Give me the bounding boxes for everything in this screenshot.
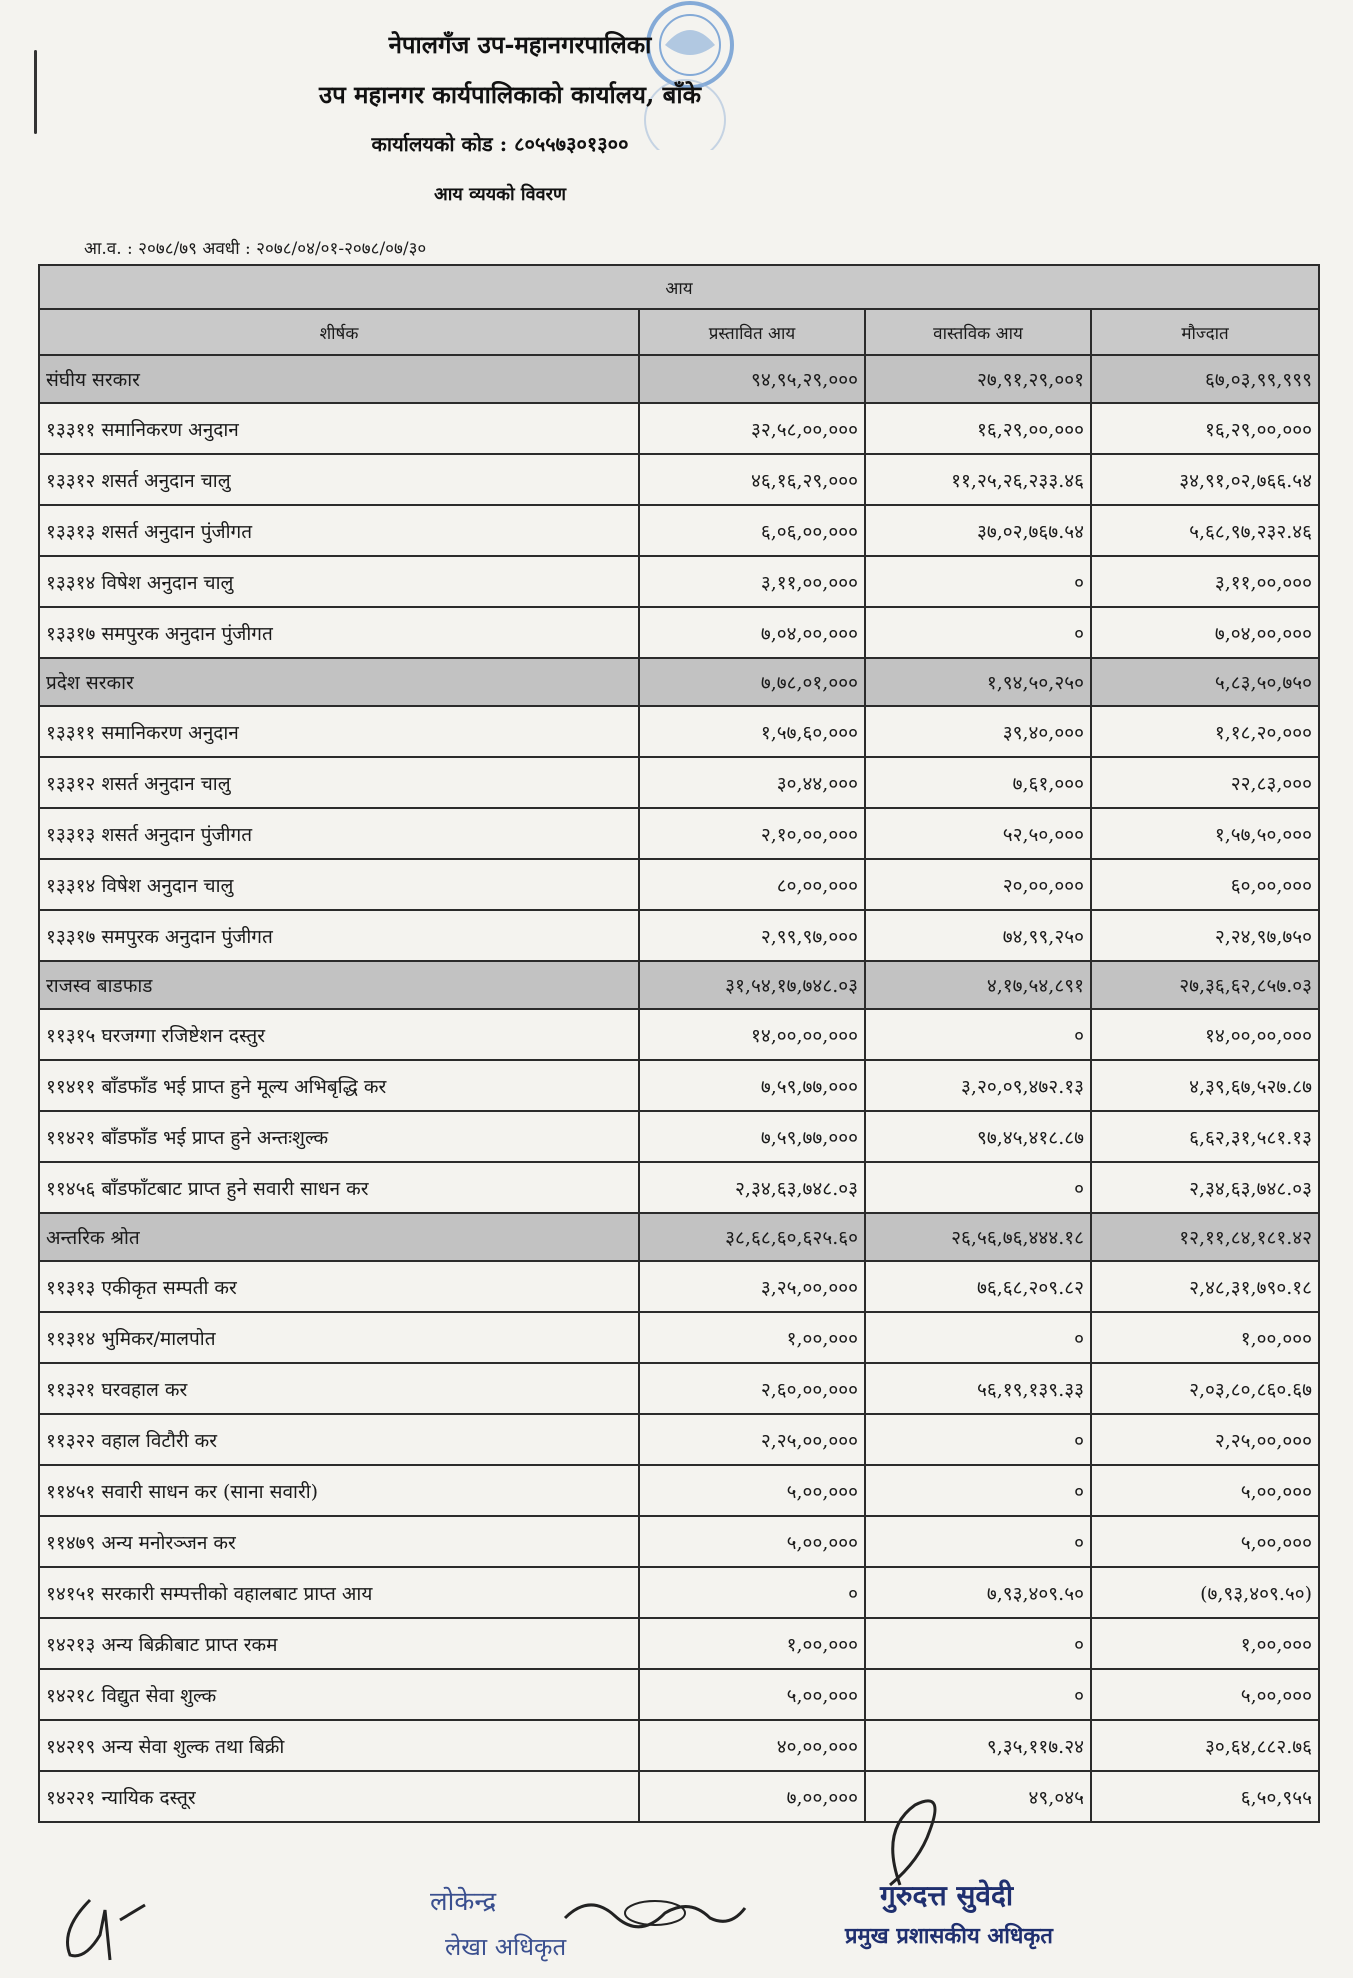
cell-title: १४२१३ अन्य बिक्रीबाट प्राप्त रकम	[39, 1618, 639, 1669]
office-code: कार्यालयको कोड : ८०५५७३०१३००	[371, 132, 629, 156]
table-caption: आय	[39, 265, 1319, 309]
cell-actual: १,९४,५०,२५०	[865, 658, 1091, 706]
cell-balance: ३४,९१,०२,७६६.५४	[1091, 454, 1319, 505]
cell-actual: ३,२०,०९,४७२.१३	[865, 1060, 1091, 1111]
cell-balance: २,२५,००,०००	[1091, 1414, 1319, 1465]
cell-title: ११४२१ बाँडफाँड भई प्राप्त हुने अन्तःशुल्क	[39, 1111, 639, 1162]
cell-actual: ०	[865, 1465, 1091, 1516]
cell-actual: ०	[865, 1618, 1091, 1669]
cell-proposed: ३,११,००,०००	[639, 556, 865, 607]
table-row	[39, 1669, 1319, 1720]
cell-proposed: ५,००,०००	[639, 1516, 865, 1567]
table-row	[39, 808, 1319, 859]
cell-title: ११३१३ एकीकृत सम्पती कर	[39, 1261, 639, 1312]
cell-actual: ०	[865, 1009, 1091, 1060]
cell-actual: ०	[865, 1312, 1091, 1363]
cell-actual: ५६,१९,१३९.३३	[865, 1363, 1091, 1414]
table-row	[39, 859, 1319, 910]
chief-officer-name: गुरुदत्त सुवेदी	[880, 1879, 1014, 1912]
cell-balance: २,०३,८०,८६०.६७	[1091, 1363, 1319, 1414]
table-row	[39, 1009, 1319, 1060]
table-row	[39, 910, 1319, 961]
cell-balance: १६,२९,००,०००	[1091, 403, 1319, 454]
table-row	[39, 706, 1319, 757]
table-row	[39, 556, 1319, 607]
cell-proposed: ६,०६,००,०००	[639, 505, 865, 556]
cell-balance: २७,३६,६२,८५७.०३	[1091, 961, 1319, 1009]
cell-title: १३३१२ शसर्त अनुदान चालु	[39, 454, 639, 505]
cell-proposed: ०	[639, 1567, 865, 1618]
accounts-officer-title: लेखा अधिकृत	[445, 1933, 567, 1961]
cell-actual: ०	[865, 1414, 1091, 1465]
cell-actual: ७,९३,४०९.५०	[865, 1567, 1091, 1618]
cell-proposed: १,००,०००	[639, 1618, 865, 1669]
cell-balance: ५,६८,९७,२३२.४६	[1091, 505, 1319, 556]
cell-actual: ३९,४०,०००	[865, 706, 1091, 757]
table-row	[39, 1516, 1319, 1567]
cell-actual: ०	[865, 556, 1091, 607]
cell-actual: २७,९१,२९,००१	[865, 355, 1091, 403]
cell-title: संघीय सरकार	[39, 355, 639, 403]
cell-balance: ७,०४,००,०००	[1091, 607, 1319, 658]
cell-proposed: ३०,४४,०००	[639, 757, 865, 808]
cell-title: ११३२१ घरवहाल कर	[39, 1363, 639, 1414]
cell-proposed: ४६,१६,२९,०००	[639, 454, 865, 505]
cell-actual: ४९,०४५	[865, 1771, 1091, 1822]
cell-balance: ५,८३,५०,७५०	[1091, 658, 1319, 706]
cell-proposed: ७,५९,७७,०००	[639, 1111, 865, 1162]
cell-title: ११४५१ सवारी साधन कर (साना सवारी)	[39, 1465, 639, 1516]
group-row	[39, 355, 1319, 403]
accounts-officer-signature-icon	[560, 1888, 750, 1938]
cell-proposed: २,२५,००,०००	[639, 1414, 865, 1465]
cell-title: ११३१४ भुमिकर/मालपोत	[39, 1312, 639, 1363]
table-row	[39, 1567, 1319, 1618]
cell-proposed: १,५७,६०,०००	[639, 706, 865, 757]
cell-title: १४२१८ विद्युत सेवा शुल्क	[39, 1669, 639, 1720]
group-row	[39, 658, 1319, 706]
cell-actual: ४,१७,५४,८९१	[865, 961, 1091, 1009]
cell-balance: ६,६२,३१,५८१.१३	[1091, 1111, 1319, 1162]
accounts-officer-name: लोकेन्द्र	[430, 1887, 497, 1917]
cell-title: राजस्व बाडफाड	[39, 961, 639, 1009]
cell-balance: ५,००,०००	[1091, 1516, 1319, 1567]
cell-title: १३३१७ समपुरक अनुदान पुंजीगत	[39, 910, 639, 961]
cell-title: अन्तरिक श्रोत	[39, 1213, 639, 1261]
cell-title: १३३१२ शसर्त अनुदान चालु	[39, 757, 639, 808]
table-row	[39, 1465, 1319, 1516]
cell-actual: ७,६१,०००	[865, 757, 1091, 808]
column-header-balance: मौज्दात	[1091, 309, 1319, 355]
cell-balance: ५,००,०००	[1091, 1669, 1319, 1720]
income-table	[38, 264, 1320, 1823]
table-row	[39, 454, 1319, 505]
document-title: आय व्ययको विवरण	[434, 184, 566, 205]
cell-title: १३३११ समानिकरण अनुदान	[39, 706, 639, 757]
cell-balance: ३,११,००,०००	[1091, 556, 1319, 607]
cell-title: १३३११ समानिकरण अनुदान	[39, 403, 639, 454]
cell-title: १४२२१ न्यायिक दस्तूर	[39, 1771, 639, 1822]
cell-actual: २६,५६,७६,४४४.१८	[865, 1213, 1091, 1261]
cell-title: ११४११ बाँडफाँड भई प्राप्त हुने मूल्य अभिबृद्धि कर	[39, 1060, 639, 1111]
cell-balance: (७,९३,४०९.५०)	[1091, 1567, 1319, 1618]
cell-actual: ७६,६८,२०९.८२	[865, 1261, 1091, 1312]
cell-balance: १२,११,८४,१८१.४२	[1091, 1213, 1319, 1261]
cell-actual: ११,२५,२६,२३३.४६	[865, 454, 1091, 505]
fiscal-period: आ.व. : २०७८/७९ अवधी : २०७८/०४/०१-२०७८/०७/३०	[84, 239, 427, 259]
table-row	[39, 1363, 1319, 1414]
cell-balance: ६,५०,९५५	[1091, 1771, 1319, 1822]
cell-proposed: ७,००,०००	[639, 1771, 865, 1822]
cell-proposed: ३,२५,००,०००	[639, 1261, 865, 1312]
table-row	[39, 757, 1319, 808]
cell-balance: १,५७,५०,०००	[1091, 808, 1319, 859]
table-row	[39, 1414, 1319, 1465]
initials-signature-icon	[50, 1890, 160, 1970]
column-header-proposed: प्रस्तावित आय	[639, 309, 865, 355]
cell-balance: २२,८३,०००	[1091, 757, 1319, 808]
cell-balance: २,४८,३१,७९०.१८	[1091, 1261, 1319, 1312]
cell-actual: ७४,९९,२५०	[865, 910, 1091, 961]
cell-balance: ६०,००,०००	[1091, 859, 1319, 910]
cell-title: १४१५१ सरकारी सम्पत्तीको वहालबाट प्राप्त आय	[39, 1567, 639, 1618]
cell-balance: २,२४,९७,७५०	[1091, 910, 1319, 961]
table-row	[39, 1162, 1319, 1213]
cell-proposed: ४०,००,०००	[639, 1720, 865, 1771]
cell-proposed: २,१०,००,०००	[639, 808, 865, 859]
cell-balance: २,३४,६३,७४८.०३	[1091, 1162, 1319, 1213]
cell-balance: ४,३९,६७,५२७.८७	[1091, 1060, 1319, 1111]
table-row	[39, 1111, 1319, 1162]
cell-balance: १,१८,२०,०००	[1091, 706, 1319, 757]
cell-proposed: ३१,५४,१७,७४८.०३	[639, 961, 865, 1009]
chief-officer-signature-icon	[860, 1790, 1000, 1890]
cell-actual: ३७,०२,७६७.५४	[865, 505, 1091, 556]
cell-title: १४२१९ अन्य सेवा शुल्क तथा बिक्री	[39, 1720, 639, 1771]
cell-actual: १६,२९,००,०००	[865, 403, 1091, 454]
cell-actual: ५२,५०,०००	[865, 808, 1091, 859]
table-row	[39, 1312, 1319, 1363]
table-row	[39, 1720, 1319, 1771]
cell-balance: ५,००,०००	[1091, 1465, 1319, 1516]
table-row	[39, 607, 1319, 658]
cell-title: ११३१५ घरजग्गा रजिष्टेशन दस्तुर	[39, 1009, 639, 1060]
cell-title: ११४७९ अन्य मनोरञ्जन कर	[39, 1516, 639, 1567]
cell-actual: २०,००,०००	[865, 859, 1091, 910]
cell-actual: ०	[865, 1162, 1091, 1213]
chief-officer-title: प्रमुख प्रशासकीय अधिकृत	[845, 1923, 1053, 1949]
cell-title: १३३१७ समपुरक अनुदान पुंजीगत	[39, 607, 639, 658]
cell-title: १३३१३ शसर्त अनुदान पुंजीगत	[39, 808, 639, 859]
cell-actual: ९,३५,११७.२४	[865, 1720, 1091, 1771]
cell-balance: १४,००,००,०००	[1091, 1009, 1319, 1060]
table-body	[39, 355, 1319, 1822]
cell-balance: ३०,६४,८८२.७६	[1091, 1720, 1319, 1771]
cell-proposed: ७,७८,०१,०००	[639, 658, 865, 706]
cell-proposed: २,९९,९७,०००	[639, 910, 865, 961]
cell-title: प्रदेश सरकार	[39, 658, 639, 706]
column-header-title: शीर्षक	[39, 309, 639, 355]
table-row	[39, 1261, 1319, 1312]
cell-proposed: ३८,६८,६०,६२५.६०	[639, 1213, 865, 1261]
cell-proposed: ७,५९,७७,०००	[639, 1060, 865, 1111]
cell-proposed: २,३४,६३,७४८.०३	[639, 1162, 865, 1213]
group-row	[39, 1213, 1319, 1261]
table-row	[39, 1618, 1319, 1669]
municipality-name: नेपालगँज उप-महानगरपालिका	[388, 30, 652, 59]
table-row	[39, 1771, 1319, 1822]
cell-actual: ०	[865, 607, 1091, 658]
cell-proposed: २,६०,००,०००	[639, 1363, 865, 1414]
cell-balance: ६७,०३,९९,९९९	[1091, 355, 1319, 403]
cell-balance: १,००,०००	[1091, 1618, 1319, 1669]
table-row	[39, 403, 1319, 454]
table-row	[39, 1060, 1319, 1111]
cell-title: १३३१४ विषेश अनुदान चालु	[39, 556, 639, 607]
cell-title: १३३१३ शसर्त अनुदान पुंजीगत	[39, 505, 639, 556]
municipality-seal-icon	[620, 0, 760, 150]
cell-actual: ०	[865, 1516, 1091, 1567]
cell-title: ११३२२ वहाल विटौरी कर	[39, 1414, 639, 1465]
cell-proposed: ५,००,०००	[639, 1669, 865, 1720]
cell-actual: ०	[865, 1669, 1091, 1720]
group-row	[39, 961, 1319, 1009]
cell-proposed: ५,००,०००	[639, 1465, 865, 1516]
cell-proposed: ७,०४,००,०००	[639, 607, 865, 658]
table-row	[39, 505, 1319, 556]
cell-title: ११४५६ बाँडफाँटबाट प्राप्त हुने सवारी साधन कर	[39, 1162, 639, 1213]
column-header-actual: वास्तविक आय	[865, 309, 1091, 355]
cell-balance: १,००,०००	[1091, 1312, 1319, 1363]
cell-proposed: १,००,०००	[639, 1312, 865, 1363]
cell-proposed: ९४,९५,२९,०००	[639, 355, 865, 403]
office-name: उप महानगर कार्यपालिकाको कार्यालय, बाँके	[318, 80, 702, 109]
cell-proposed: १४,००,००,०००	[639, 1009, 865, 1060]
cell-proposed: ८०,००,०००	[639, 859, 865, 910]
cell-proposed: ३२,५८,००,०००	[639, 403, 865, 454]
cell-actual: ९७,४५,४१८.८७	[865, 1111, 1091, 1162]
cell-title: १३३१४ विषेश अनुदान चालु	[39, 859, 639, 910]
